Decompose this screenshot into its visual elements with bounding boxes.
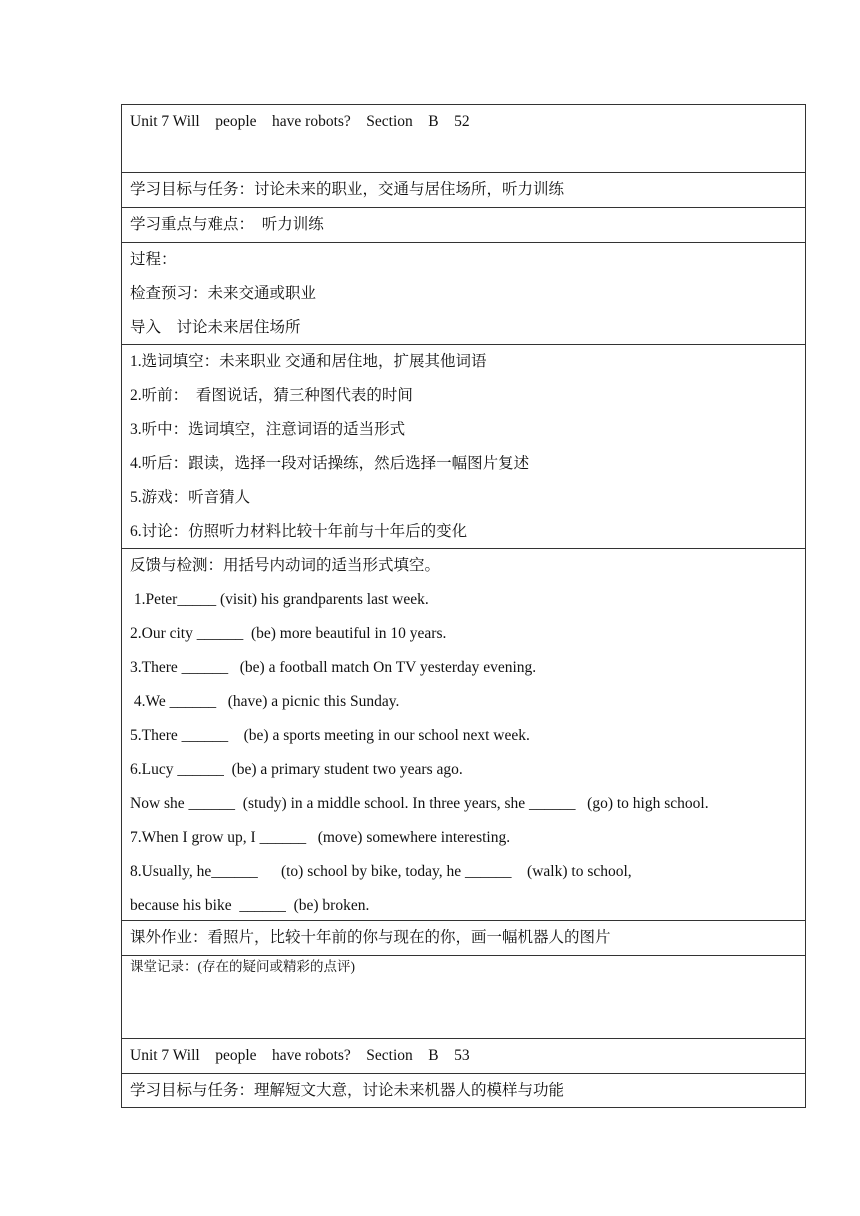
step-item: 1.选词填空：未来职业 交通和居住地，扩展其他词语: [130, 353, 487, 370]
feedback-row: [121, 549, 806, 921]
key-points: 学习重点与难点： 听力训练: [130, 216, 324, 233]
exercise-item: because his bike ______ (be) broken.: [130, 897, 370, 914]
homework-row: [121, 921, 806, 956]
step-item: 6.讨论：仿照听力材料比较十年前与十年后的变化: [130, 523, 468, 540]
exercise-item: 8.Usually, he______ (to) school by bike, today, he ______ (walk) to school,: [130, 863, 632, 880]
section-title: Unit 7 Will people have robots? Section B 52: [130, 113, 470, 130]
exercise-item: Now she ______ (study) in a middle school. In three years, she ______ (go) to high school.: [130, 795, 709, 812]
process-line: 过程：: [130, 251, 177, 268]
lesson-plan-table: [121, 104, 806, 1108]
process-row: [121, 243, 806, 345]
title-row-52: [121, 104, 806, 173]
exercise-item: 6.Lucy ______ (be) a primary student two years ago.: [130, 761, 463, 778]
learning-goal: 学习目标与任务：讨论未来的职业，交通与居住场所，听力训练: [130, 181, 565, 198]
class-notes-label: 课堂记录：(存在的疑问或精彩的点评): [130, 959, 355, 974]
notes-row: [121, 956, 806, 1039]
homework: 课外作业：看照片，比较十年前的你与现在的你，画一幅机器人的图片: [130, 929, 611, 946]
steps-row: [121, 345, 806, 549]
goal-row-53: [121, 1074, 806, 1108]
exercise-item: 7.When I grow up, I ______ (move) somewhere interesting.: [130, 829, 511, 846]
title-row-53: [121, 1039, 806, 1074]
exercise-item: 3.There ______ (be) a football match On TV yesterday evening.: [130, 659, 537, 676]
exercise-item: 1.Peter_____ (visit) his grandparents last week.: [130, 591, 429, 608]
exercise-item: 5.There ______ (be) a sports meeting in our school next week.: [130, 727, 530, 744]
step-item: 5.游戏：听音猜人: [130, 489, 251, 506]
feedback-heading: 反馈与检测：用括号内动词的适当形式填空。: [130, 557, 441, 574]
exercise-item: 2.Our city ______ (be) more beautiful in 10 years.: [130, 625, 447, 642]
step-item: 2.听前： 看图说话，猜三种图代表的时间: [130, 387, 413, 404]
focus-row-52: [121, 208, 806, 243]
exercise-item: 4.We ______ (have) a picnic this Sunday.: [130, 693, 400, 710]
step-item: 3.听中：选词填空，注意词语的适当形式: [130, 421, 406, 438]
process-line: 导入 讨论未来居住场所: [130, 319, 301, 336]
learning-goal: 学习目标与任务：理解短文大意，讨论未来机器人的模样与功能: [130, 1082, 565, 1099]
goal-row-52: [121, 173, 806, 208]
step-item: 4.听后：跟读，选择一段对话操练，然后选择一幅图片复述: [130, 455, 530, 472]
section-title: Unit 7 Will people have robots? Section B 53: [130, 1047, 470, 1064]
process-line: 检查预习：未来交通或职业: [130, 285, 317, 302]
